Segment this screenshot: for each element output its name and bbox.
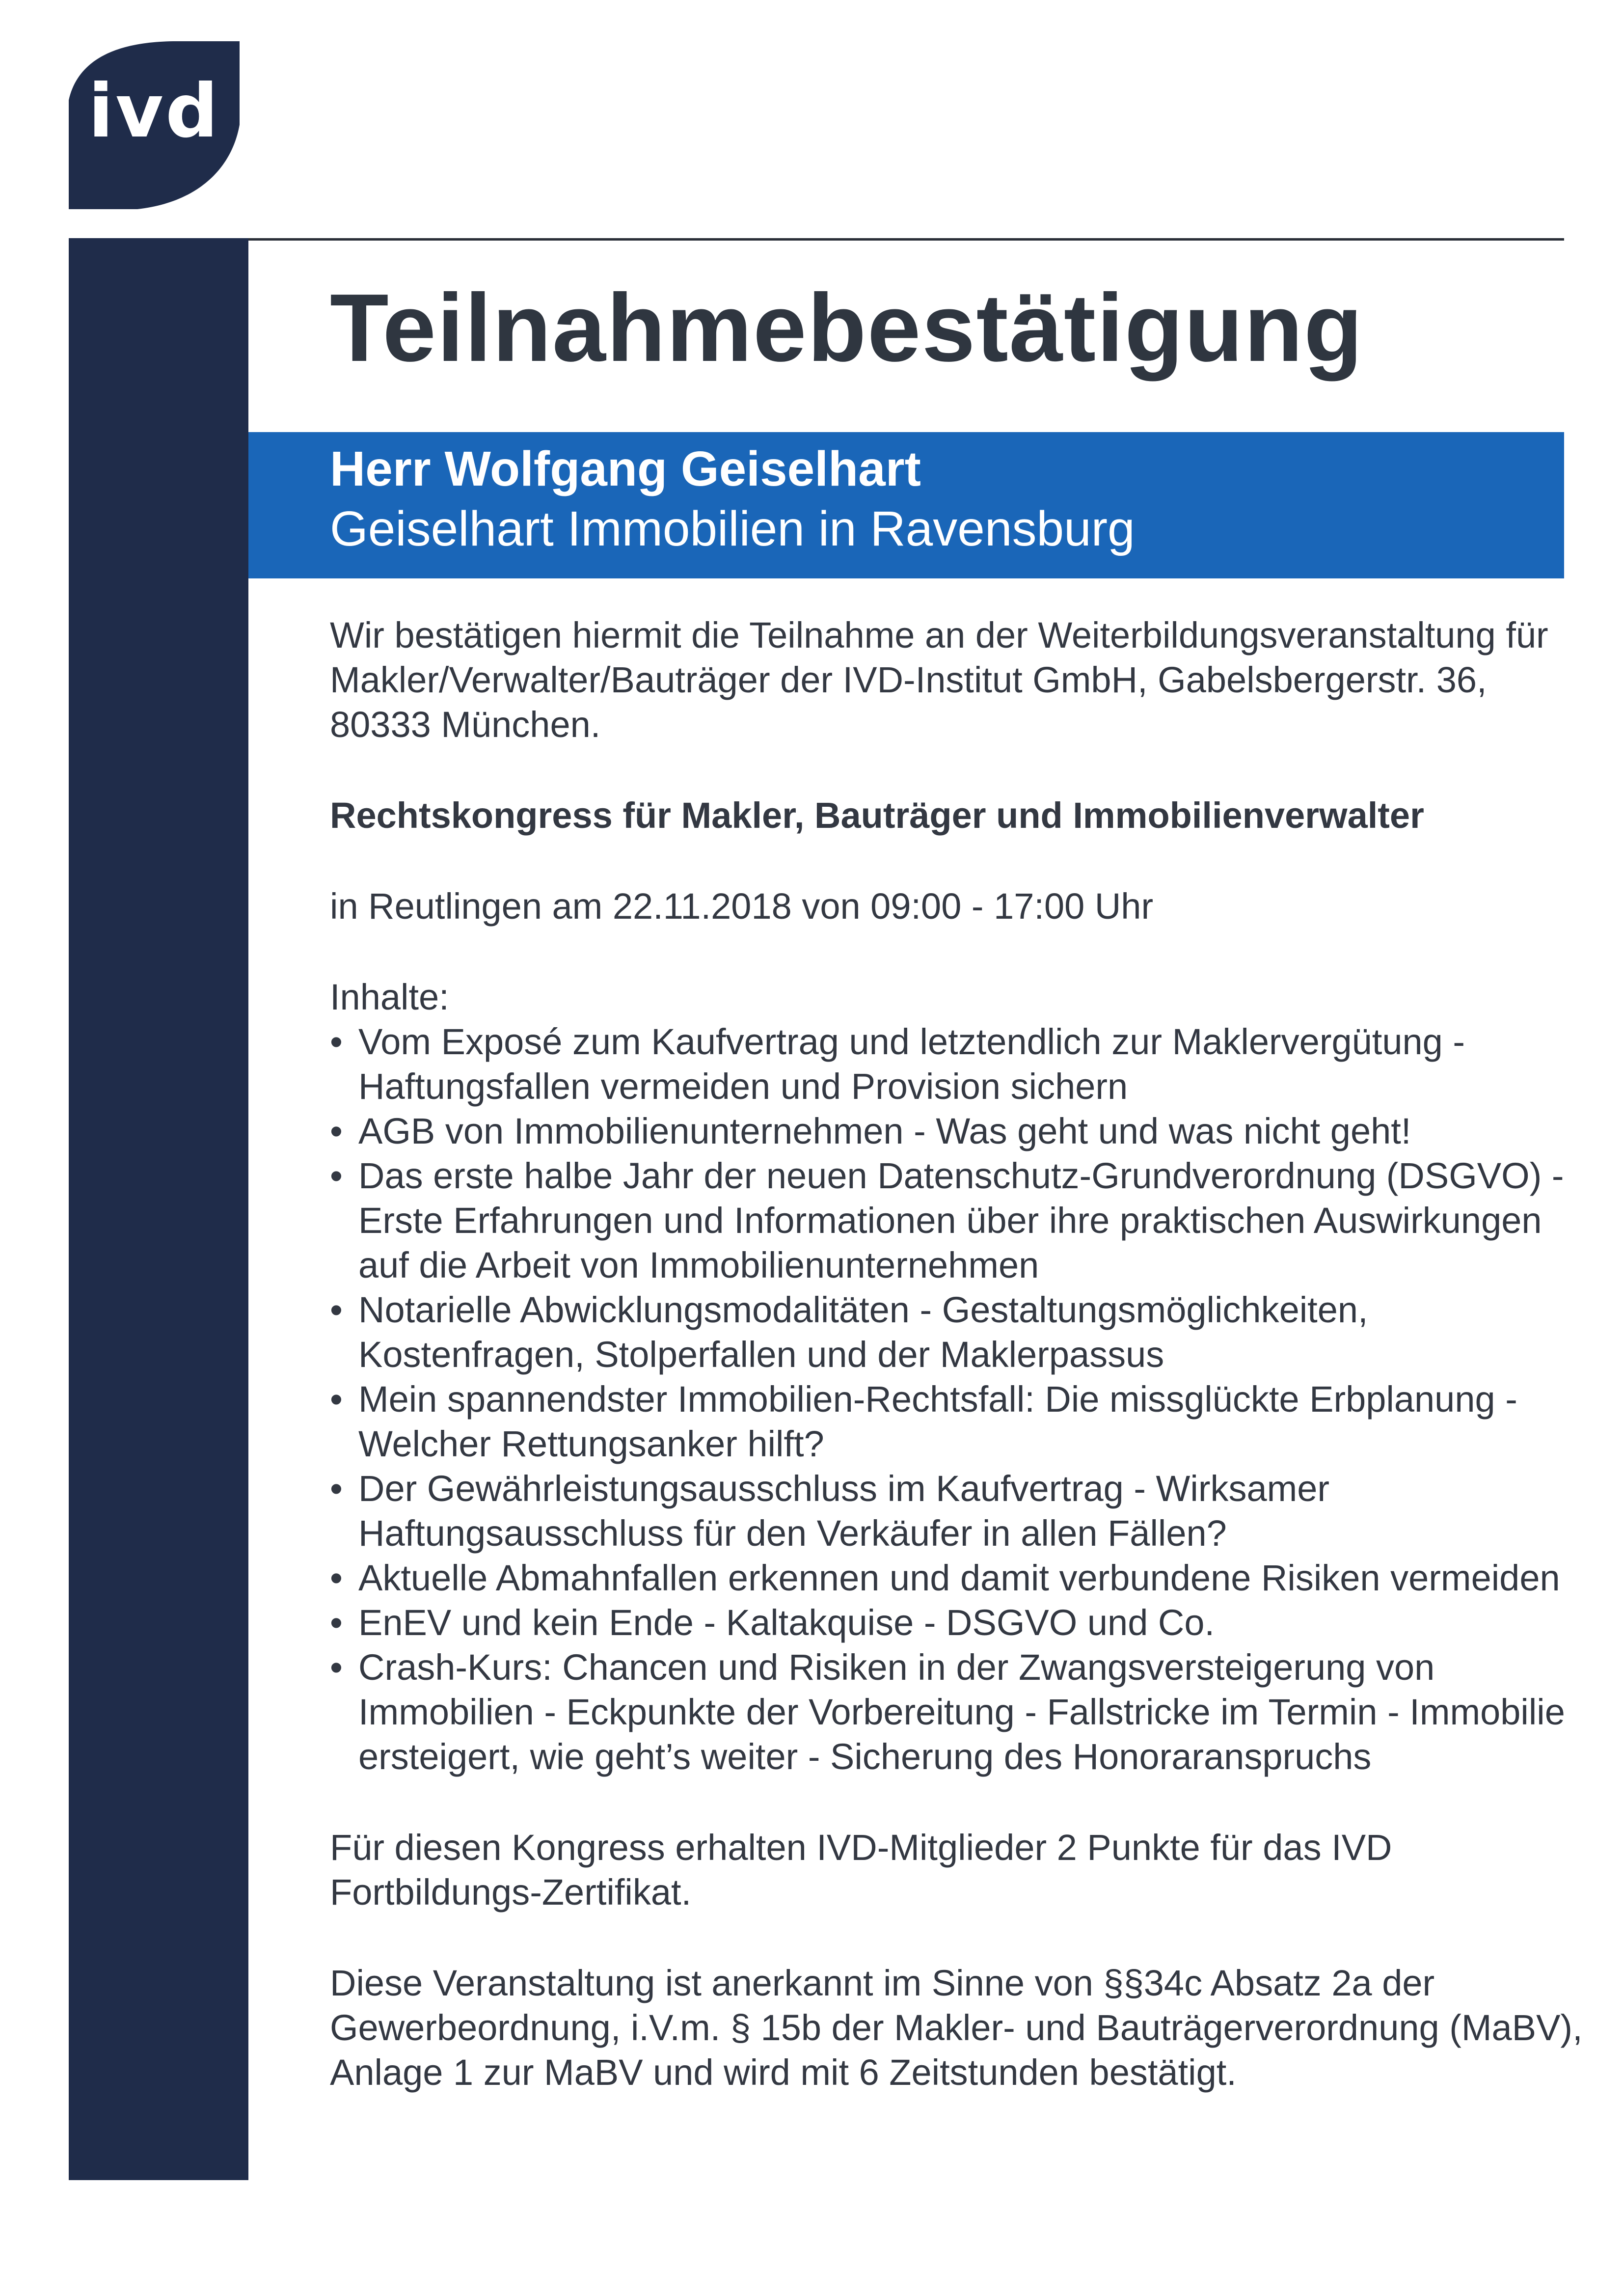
bullet-icon: • xyxy=(330,1289,343,1330)
list-item xyxy=(330,1109,1587,1153)
bullet-icon: • xyxy=(330,1647,343,1688)
bullet-icon: • xyxy=(330,1468,343,1509)
page-title: Teilnahmebestätigung xyxy=(330,274,1364,382)
topics-list xyxy=(330,1019,1587,1779)
list-item xyxy=(330,1556,1587,1600)
list-item xyxy=(330,1600,1587,1645)
topic-text: Der Gewährleistungsausschluss im Kaufvertrag - Wirksamer Haftungsausschluss für den Verkäufer in allen Fällen? xyxy=(358,1468,1330,1554)
recipient-band xyxy=(248,432,1564,578)
list-item xyxy=(330,1019,1587,1109)
topic-text: Aktuelle Abmahnfallen erkennen und damit verbundene Risiken vermeiden xyxy=(358,1558,1560,1598)
topic-text: EnEV und kein Ende - Kaltakquise - DSGVO und Co. xyxy=(358,1602,1215,1643)
event-title: Rechtskongress für Makler, Bauträger und Immobilienverwalter xyxy=(330,795,1424,836)
topic-text: Notarielle Abwicklungsmodalitäten - Gestaltungsmöglichkeiten, Kostenfragen, Stolperfallen und der Maklerpassus xyxy=(358,1289,1368,1375)
bullet-icon: • xyxy=(330,1021,343,1062)
list-item xyxy=(330,1377,1587,1466)
list-item xyxy=(330,1287,1587,1377)
bullet-icon: • xyxy=(330,1602,343,1643)
list-item xyxy=(330,1645,1587,1779)
bullet-icon: • xyxy=(330,1379,343,1420)
side-bar xyxy=(69,238,248,2180)
recognition-note: Diese Veranstaltung ist anerkannt im Sinne von §§34c Absatz 2a der Gewerbeordnung, i.V.m. § 15b der Makler- und Bauträgerverordnung (MaBV), Anlage 1 zur MaBV und wird mit 6 Zeitstunden bestätigt. xyxy=(330,1963,1583,2093)
topic-text: AGB von Immobilienunternehmen - Was geht und was nicht geht! xyxy=(358,1111,1411,1151)
contents-label: Inhalte: xyxy=(330,977,449,1017)
recipient-name: Herr Wolfgang Geiselhart xyxy=(330,441,921,496)
bullet-icon: • xyxy=(330,1155,343,1196)
list-item xyxy=(330,1153,1587,1287)
topic-text: Mein spannendster Immobilien-Rechtsfall: Die missglückte Erbplanung - Welcher Rettungsanker hilft? xyxy=(358,1379,1517,1464)
list-item xyxy=(330,1466,1587,1556)
document-body xyxy=(330,613,1587,2095)
bullet-icon: • xyxy=(330,1111,343,1151)
intro-paragraph: Wir bestätigen hiermit die Teilnahme an der Weiterbildungsveranstaltung für Makler/Verwalter/Bauträger der IVD-Institut GmbH, Gabelsbergerstr. 36, 80333 München. xyxy=(330,615,1548,745)
logo-text: ivd xyxy=(88,69,220,154)
bullet-icon: • xyxy=(330,1558,343,1598)
topic-text: Vom Exposé zum Kaufvertrag und letztendlich zur Maklervergütung - Haftungsfallen vermeiden und Provision sichern xyxy=(358,1021,1465,1107)
topic-text: Das erste halbe Jahr der neuen Datenschutz-Grundverordnung (DSGVO) - Erste Erfahrungen und Informationen über ihre praktischen Auswirkungen auf die Arbeit von Immobilienunternehmen xyxy=(358,1155,1564,1285)
points-note: Für diesen Kongress erhalten IVD-Mitglieder 2 Punkte für das IVD Fortbildungs-Zertifikat. xyxy=(330,1827,1392,1913)
recipient-company: Geiselhart Immobilien in Ravensburg xyxy=(330,501,1135,556)
event-date-location: in Reutlingen am 22.11.2018 von 09:00 - 17:00 Uhr xyxy=(330,886,1154,927)
top-divider xyxy=(248,238,1564,241)
ivd-logo xyxy=(69,41,240,209)
topic-text: Crash-Kurs: Chancen und Risiken in der Zwangsversteigerung von Immobilien - Eckpunkte der Vorbereitung - Fallstricke im Termin - Immobilie ersteigert, wie geht’s weiter - Sicherung des Honoraranspruchs xyxy=(358,1647,1565,1777)
